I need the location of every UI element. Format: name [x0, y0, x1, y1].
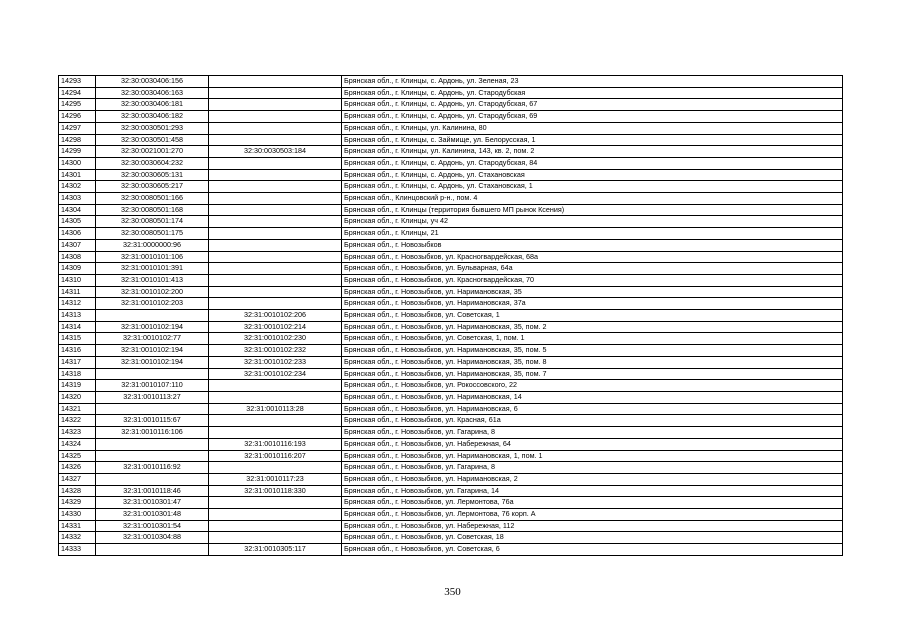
cadastral-number-cell: 32:31:0010102:194	[96, 321, 209, 333]
premises-cadastral-number-cell	[209, 239, 342, 251]
page-number: 350	[444, 586, 461, 598]
cadastral-number-cell: 32:31:0010101:106	[96, 251, 209, 263]
table-row	[59, 473, 843, 485]
address-cell: Брянская обл., г. Клинцы, с. Ардонь, ул. Стародубская, 69	[342, 111, 843, 123]
cadastral-number-cell: 32:30:0030605:217	[96, 181, 209, 193]
address-cell: Брянская обл., г. Новозыбков, ул. Советская, 1, пом. 1	[342, 333, 843, 345]
table-row	[59, 497, 843, 509]
table-row	[59, 333, 843, 345]
premises-cadastral-number-cell: 32:31:0010102:233	[209, 356, 342, 368]
premises-cadastral-number-cell: 32:31:0010102:232	[209, 345, 342, 357]
premises-cadastral-number-cell	[209, 87, 342, 99]
cadastral-number-cell	[96, 438, 209, 450]
address-cell: Брянская обл., г. Новозыбков, ул. Наримановская, 14	[342, 391, 843, 403]
table-row	[59, 239, 843, 251]
row-number-cell: 14332	[59, 532, 96, 544]
table-row	[59, 122, 843, 134]
row-number-cell: 14307	[59, 239, 96, 251]
cadastral-number-cell: 32:30:0080501:168	[96, 204, 209, 216]
cadastral-number-cell: 32:31:0010101:391	[96, 263, 209, 275]
address-cell: Брянская обл., г. Клинцы, с. Ардонь, ул. Стародубская, 67	[342, 99, 843, 111]
table-row	[59, 438, 843, 450]
address-cell: Брянская обл., г. Новозыбков, ул. Красногвардейская, 70	[342, 274, 843, 286]
row-number-cell: 14311	[59, 286, 96, 298]
address-cell: Брянская обл., г. Новозыбков, ул. Набережная, 64	[342, 438, 843, 450]
address-cell: Брянская обл., г. Новозыбков, ул. Наримановская, 37а	[342, 298, 843, 310]
address-cell: Брянская обл., г. Новозыбков, ул. Гагарина, 8	[342, 427, 843, 439]
row-number-cell: 14321	[59, 403, 96, 415]
row-number-cell: 14327	[59, 473, 96, 485]
address-cell: Брянская обл., г. Новозыбков, ул. Наримановская, 35, пом. 5	[342, 345, 843, 357]
row-number-cell: 14302	[59, 181, 96, 193]
cadastral-number-cell	[96, 368, 209, 380]
cadastral-number-cell: 32:31:0010101:413	[96, 274, 209, 286]
table-row	[59, 274, 843, 286]
premises-cadastral-number-cell	[209, 274, 342, 286]
table-row	[59, 99, 843, 111]
premises-cadastral-number-cell	[209, 380, 342, 392]
row-number-cell: 14304	[59, 204, 96, 216]
cadastral-number-cell: 32:30:0080501:166	[96, 193, 209, 205]
address-cell: Брянская обл., г. Новозыбков, ул. Красная, 61а	[342, 415, 843, 427]
table-row	[59, 356, 843, 368]
cadastral-number-cell: 32:30:0030406:163	[96, 87, 209, 99]
cadastral-number-cell: 32:31:0010301:48	[96, 509, 209, 521]
address-cell: Брянская обл., г. Клинцы, с. Ардонь, ул. Стахановская, 1	[342, 181, 843, 193]
row-number-cell: 14329	[59, 497, 96, 509]
premises-cadastral-number-cell	[209, 263, 342, 275]
row-number-cell: 14320	[59, 391, 96, 403]
table-row	[59, 462, 843, 474]
cadastral-number-cell: 32:30:0021001:270	[96, 146, 209, 158]
address-cell: Брянская обл., г. Новозыбков, ул. Наримановская, 1, пом. 1	[342, 450, 843, 462]
cadastral-number-cell: 32:31:0010102:203	[96, 298, 209, 310]
row-number-cell: 14322	[59, 415, 96, 427]
address-cell: Брянская обл., г. Новозыбков, ул. Советская, 1	[342, 310, 843, 322]
cadastral-number-cell: 32:30:0080501:174	[96, 216, 209, 228]
address-cell: Брянская обл., г. Новозыбков, ул. Наримановская, 35, пом. 2	[342, 321, 843, 333]
table-row	[59, 509, 843, 521]
row-number-cell: 14299	[59, 146, 96, 158]
registry-table-body	[59, 76, 843, 556]
row-number-cell: 14305	[59, 216, 96, 228]
cadastral-number-cell: 32:30:0080501:175	[96, 228, 209, 240]
premises-cadastral-number-cell: 32:31:0010102:230	[209, 333, 342, 345]
table-row	[59, 193, 843, 205]
cadastral-number-cell	[96, 310, 209, 322]
premises-cadastral-number-cell	[209, 181, 342, 193]
cadastral-number-cell: 32:30:0030604:232	[96, 157, 209, 169]
address-cell: Брянская обл., г. Новозыбков, ул. Бульварная, 64а	[342, 263, 843, 275]
table-row	[59, 520, 843, 532]
cadastral-number-cell: 32:31:0010116:92	[96, 462, 209, 474]
table-row	[59, 345, 843, 357]
table-row	[59, 76, 843, 88]
cadastral-number-cell: 32:31:0010113:27	[96, 391, 209, 403]
cadastral-number-cell: 32:31:0010304:88	[96, 532, 209, 544]
address-cell: Брянская обл., г. Новозыбков, ул. Наримановская, 2	[342, 473, 843, 485]
table-row	[59, 169, 843, 181]
row-number-cell: 14301	[59, 169, 96, 181]
premises-cadastral-number-cell: 32:31:0010102:206	[209, 310, 342, 322]
table-row	[59, 263, 843, 275]
table-row	[59, 532, 843, 544]
premises-cadastral-number-cell	[209, 169, 342, 181]
address-cell: Брянская обл., г. Новозыбков, ул. Наримановская, 35, пом. 8	[342, 356, 843, 368]
address-cell: Брянская обл., г. Новозыбков, ул. Рокоссовского, 22	[342, 380, 843, 392]
premises-cadastral-number-cell	[209, 462, 342, 474]
row-number-cell: 14317	[59, 356, 96, 368]
cadastral-number-cell: 32:31:0010116:106	[96, 427, 209, 439]
premises-cadastral-number-cell: 32:31:0010116:193	[209, 438, 342, 450]
premises-cadastral-number-cell: 32:31:0010305:117	[209, 544, 342, 556]
table-row	[59, 321, 843, 333]
registry-table	[58, 75, 843, 556]
premises-cadastral-number-cell	[209, 520, 342, 532]
premises-cadastral-number-cell	[209, 216, 342, 228]
address-cell: Брянская обл., г. Новозыбков, ул. Набережная, 112	[342, 520, 843, 532]
table-row	[59, 310, 843, 322]
table-row	[59, 286, 843, 298]
row-number-cell: 14312	[59, 298, 96, 310]
address-cell: Брянская обл., г. Клинцы, с. Ардонь, ул. Стахановская	[342, 169, 843, 181]
table-row	[59, 415, 843, 427]
table-row	[59, 228, 843, 240]
address-cell: Брянская обл., г. Новозыбков, ул. Гагарина, 8	[342, 462, 843, 474]
premises-cadastral-number-cell: 32:31:0010116:207	[209, 450, 342, 462]
table-row	[59, 251, 843, 263]
table-row	[59, 298, 843, 310]
cadastral-number-cell: 32:31:0010115:67	[96, 415, 209, 427]
row-number-cell: 14330	[59, 509, 96, 521]
cadastral-number-cell: 32:31:0010301:47	[96, 497, 209, 509]
table-row	[59, 380, 843, 392]
address-cell: Брянская обл., г. Новозыбков, ул. Наримановская, 35	[342, 286, 843, 298]
address-cell: Брянская обл., г. Клинцы, 21	[342, 228, 843, 240]
row-number-cell: 14315	[59, 333, 96, 345]
premises-cadastral-number-cell: 32:31:0010102:234	[209, 368, 342, 380]
address-cell: Брянская обл., г. Новозыбков, ул. Наримановская, 35, пом. 7	[342, 368, 843, 380]
row-number-cell: 14319	[59, 380, 96, 392]
address-cell: Брянская обл., г. Клинцы (территория бывшего МП рынок Ксения)	[342, 204, 843, 216]
premises-cadastral-number-cell	[209, 497, 342, 509]
row-number-cell: 14313	[59, 310, 96, 322]
row-number-cell: 14318	[59, 368, 96, 380]
cadastral-number-cell: 32:31:0010102:77	[96, 333, 209, 345]
premises-cadastral-number-cell	[209, 415, 342, 427]
premises-cadastral-number-cell	[209, 509, 342, 521]
row-number-cell: 14293	[59, 76, 96, 88]
address-cell: Брянская обл., г. Клинцы, уч 42	[342, 216, 843, 228]
table-row	[59, 134, 843, 146]
table-row	[59, 450, 843, 462]
premises-cadastral-number-cell	[209, 122, 342, 134]
premises-cadastral-number-cell	[209, 228, 342, 240]
table-row	[59, 204, 843, 216]
premises-cadastral-number-cell	[209, 76, 342, 88]
cadastral-number-cell	[96, 473, 209, 485]
premises-cadastral-number-cell: 32:31:0010118:330	[209, 485, 342, 497]
address-cell: Брянская обл., г. Новозыбков, ул. Лермонтова, 76 корп. А	[342, 509, 843, 521]
row-number-cell: 14303	[59, 193, 96, 205]
row-number-cell: 14314	[59, 321, 96, 333]
table-row	[59, 181, 843, 193]
table-row	[59, 146, 843, 158]
cadastral-number-cell: 32:31:0010107:110	[96, 380, 209, 392]
cadastral-number-cell: 32:31:0010102:200	[96, 286, 209, 298]
table-row	[59, 403, 843, 415]
address-cell: Брянская обл., г. Новозыбков, ул. Советская, 6	[342, 544, 843, 556]
row-number-cell: 14300	[59, 157, 96, 169]
table-row	[59, 157, 843, 169]
table-row	[59, 427, 843, 439]
cadastral-number-cell	[96, 403, 209, 415]
address-cell: Брянская обл., г. Клинцы, с. Займище, ул. Белорусская, 1	[342, 134, 843, 146]
cadastral-number-cell	[96, 450, 209, 462]
address-cell: Брянская обл., г. Клинцы, ул. Калинина, 80	[342, 122, 843, 134]
cadastral-number-cell: 32:31:0010301:54	[96, 520, 209, 532]
table-row	[59, 391, 843, 403]
row-number-cell: 14328	[59, 485, 96, 497]
cadastral-number-cell: 32:30:0030406:156	[96, 76, 209, 88]
address-cell: Брянская обл., г. Новозыбков, ул. Наримановская, 6	[342, 403, 843, 415]
table-row	[59, 87, 843, 99]
row-number-cell: 14325	[59, 450, 96, 462]
premises-cadastral-number-cell	[209, 251, 342, 263]
cadastral-number-cell: 32:30:0030501:458	[96, 134, 209, 146]
row-number-cell: 14316	[59, 345, 96, 357]
address-cell: Брянская обл., г. Новозыбков, ул. Гагарина, 14	[342, 485, 843, 497]
row-number-cell: 14294	[59, 87, 96, 99]
cadastral-number-cell	[96, 544, 209, 556]
address-cell: Брянская обл., г. Новозыбков, ул. Красногвардейская, 68а	[342, 251, 843, 263]
address-cell: Брянская обл., г. Клинцы, с. Ардонь, ул. Зеленая, 23	[342, 76, 843, 88]
premises-cadastral-number-cell: 32:31:0010113:28	[209, 403, 342, 415]
premises-cadastral-number-cell	[209, 157, 342, 169]
premises-cadastral-number-cell	[209, 298, 342, 310]
cadastral-number-cell: 32:30:0030501:293	[96, 122, 209, 134]
premises-cadastral-number-cell	[209, 204, 342, 216]
row-number-cell: 14323	[59, 427, 96, 439]
cadastral-number-cell: 32:31:0010118:46	[96, 485, 209, 497]
row-number-cell: 14298	[59, 134, 96, 146]
premises-cadastral-number-cell: 32:30:0030503:184	[209, 146, 342, 158]
row-number-cell: 14324	[59, 438, 96, 450]
cadastral-number-cell: 32:31:0010102:194	[96, 345, 209, 357]
address-cell: Брянская обл., г. Клинцы, с. Ардонь, ул. Стародубская	[342, 87, 843, 99]
address-cell: Брянская обл., г. Клинцы, ул. Калинина, 143, кв. 2, пом. 2	[342, 146, 843, 158]
premises-cadastral-number-cell	[209, 193, 342, 205]
cadastral-number-cell: 32:30:0030406:182	[96, 111, 209, 123]
premises-cadastral-number-cell: 32:31:0010102:214	[209, 321, 342, 333]
premises-cadastral-number-cell	[209, 532, 342, 544]
row-number-cell: 14297	[59, 122, 96, 134]
row-number-cell: 14309	[59, 263, 96, 275]
row-number-cell: 14306	[59, 228, 96, 240]
row-number-cell: 14295	[59, 99, 96, 111]
table-row	[59, 111, 843, 123]
premises-cadastral-number-cell	[209, 111, 342, 123]
premises-cadastral-number-cell	[209, 427, 342, 439]
address-cell: Брянская обл., г. Новозыбков	[342, 239, 843, 251]
cadastral-number-cell: 32:31:0000000:96	[96, 239, 209, 251]
row-number-cell: 14308	[59, 251, 96, 263]
table-row	[59, 216, 843, 228]
premises-cadastral-number-cell: 32:31:0010117:23	[209, 473, 342, 485]
premises-cadastral-number-cell	[209, 99, 342, 111]
row-number-cell: 14333	[59, 544, 96, 556]
cadastral-number-cell: 32:31:0010102:194	[96, 356, 209, 368]
address-cell: Брянская обл., Клинцовский р-н., пом. 4	[342, 193, 843, 205]
row-number-cell: 14310	[59, 274, 96, 286]
address-cell: Брянская обл., г. Новозыбков, ул. Лермонтова, 76а	[342, 497, 843, 509]
address-cell: Брянская обл., г. Клинцы, с. Ардонь, ул. Стародубская, 84	[342, 157, 843, 169]
table-row	[59, 544, 843, 556]
row-number-cell: 14296	[59, 111, 96, 123]
cadastral-number-cell: 32:30:0030406:181	[96, 99, 209, 111]
table-row	[59, 368, 843, 380]
premises-cadastral-number-cell	[209, 391, 342, 403]
address-cell: Брянская обл., г. Новозыбков, ул. Советская, 18	[342, 532, 843, 544]
premises-cadastral-number-cell	[209, 286, 342, 298]
row-number-cell: 14326	[59, 462, 96, 474]
premises-cadastral-number-cell	[209, 134, 342, 146]
cadastral-number-cell: 32:30:0030605:131	[96, 169, 209, 181]
table-row	[59, 485, 843, 497]
row-number-cell: 14331	[59, 520, 96, 532]
